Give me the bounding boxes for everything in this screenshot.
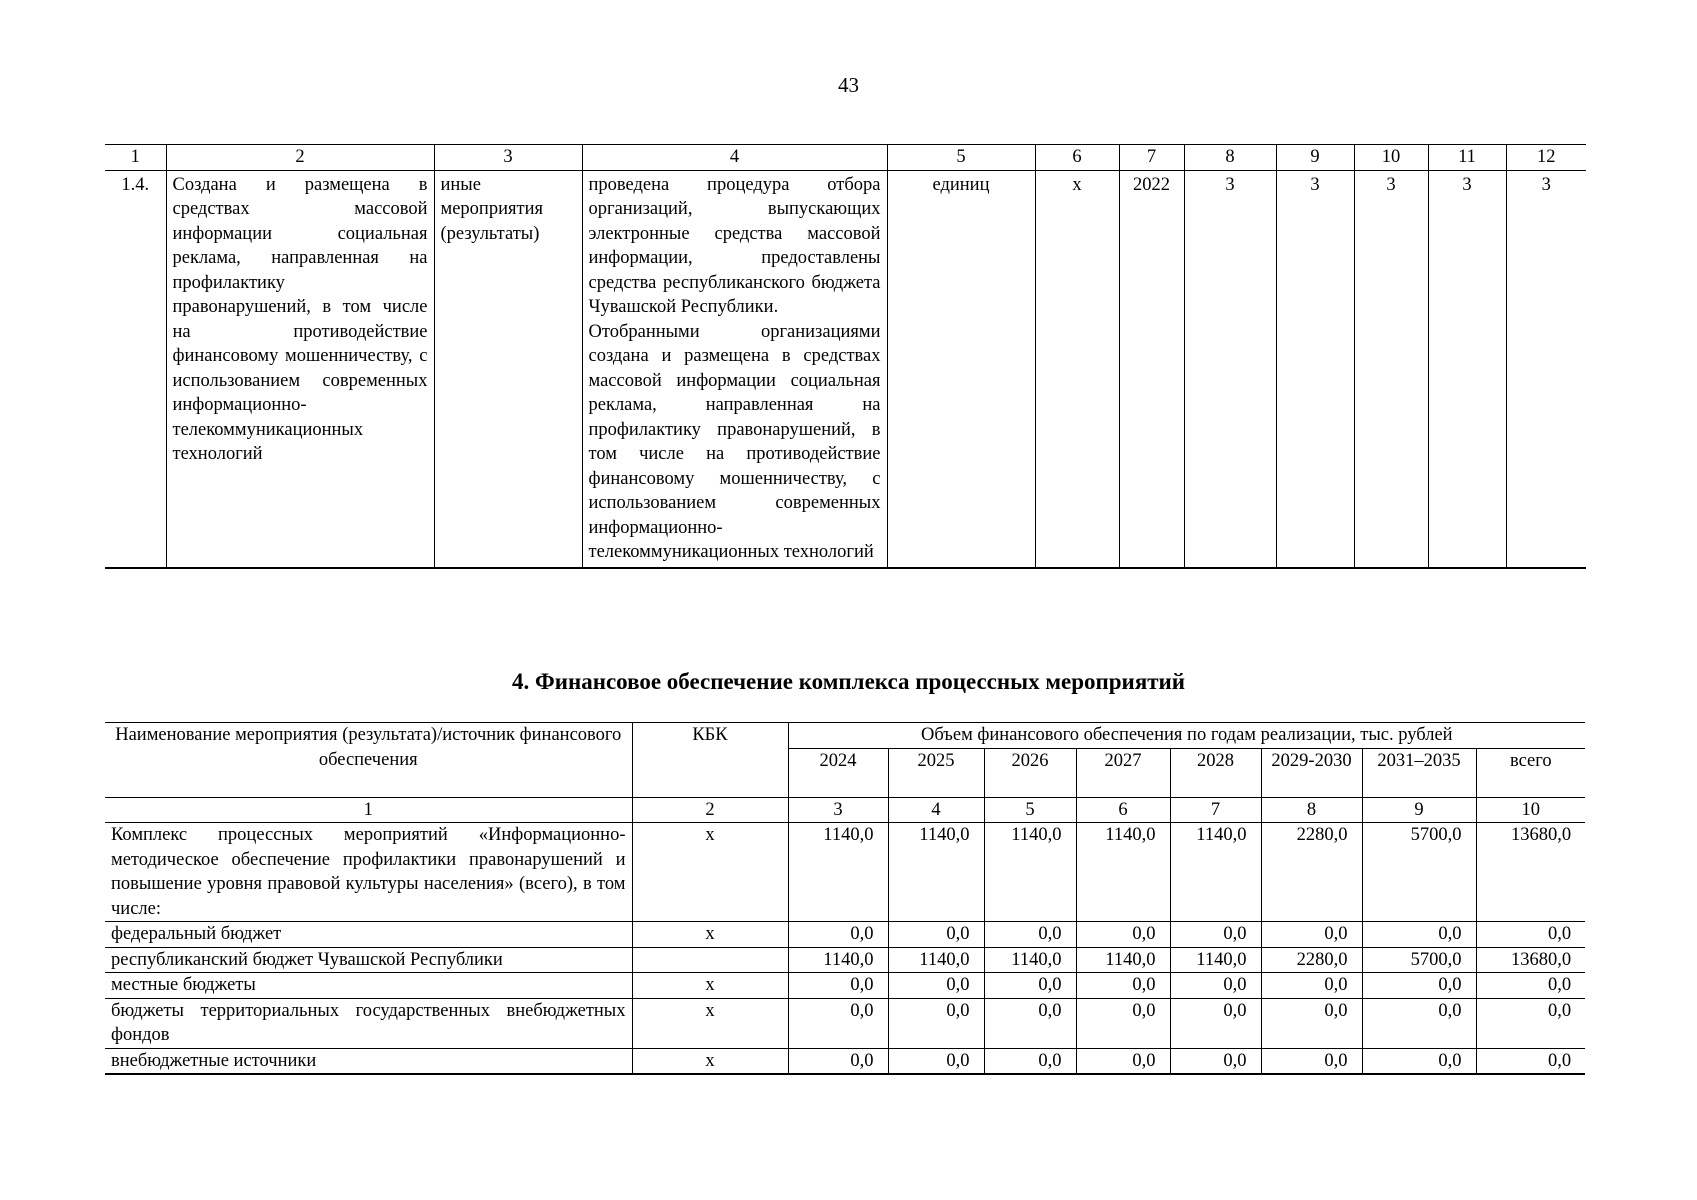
value: 0,0 bbox=[1170, 1048, 1261, 1074]
column-number: 4 bbox=[888, 797, 984, 823]
column-number: 9 bbox=[1362, 797, 1476, 823]
year-header: 2024 bbox=[788, 748, 888, 797]
description-part-2: Отобранными организациями создана и размещена в средствах массовой информации социальная реклама, направленная на профилактику правонарушений, в том числе на противодействие финансовому мошенничеству, с использованием современных информационно-телекоммуникационных технологий bbox=[588, 321, 881, 562]
column-number: 9 bbox=[1276, 145, 1354, 171]
value: 0,0 bbox=[788, 973, 888, 999]
value: 0,0 bbox=[984, 973, 1076, 999]
table-row bbox=[105, 947, 1585, 973]
value: 1140,0 bbox=[1076, 947, 1170, 973]
source-name: бюджеты территориальных государственных внебюджетных фондов bbox=[105, 998, 632, 1048]
column-number: 12 bbox=[1506, 145, 1586, 171]
value: 0,0 bbox=[788, 998, 888, 1048]
value: 0,0 bbox=[1261, 973, 1362, 999]
value: 0,0 bbox=[1076, 1048, 1170, 1074]
column-number: 3 bbox=[434, 145, 582, 171]
value: 0,0 bbox=[1261, 998, 1362, 1048]
source-name: Комплекс процессных мероприятий «Информационно-методическое обеспечение профилактики правонарушений и повышение уровня правовой культуры населения» (всего), в том числе: bbox=[105, 823, 632, 922]
name-column-header: Наименование мероприятия (результата)/источник финансового обеспечения bbox=[105, 723, 632, 798]
column-number: 8 bbox=[1261, 797, 1362, 823]
column-number: 1 bbox=[105, 145, 166, 171]
year-header: 2027 bbox=[1076, 748, 1170, 797]
value: 0,0 bbox=[1261, 922, 1362, 948]
total-header: всего bbox=[1476, 748, 1585, 797]
result-type: иные мероприятия (результаты) bbox=[434, 170, 582, 568]
table-row bbox=[105, 1048, 1585, 1074]
column-number: 4 bbox=[582, 145, 887, 171]
value: 1140,0 bbox=[788, 947, 888, 973]
value: 2280,0 bbox=[1261, 947, 1362, 973]
total-value: 0,0 bbox=[1476, 1048, 1585, 1074]
value: 2280,0 bbox=[1261, 823, 1362, 922]
column-number: 6 bbox=[1035, 145, 1119, 171]
column-number: 10 bbox=[1476, 797, 1585, 823]
kbk: х bbox=[632, 922, 788, 948]
column-number: 7 bbox=[1170, 797, 1261, 823]
value: 0,0 bbox=[1170, 998, 1261, 1048]
value: 0,0 bbox=[1362, 922, 1476, 948]
value: 1140,0 bbox=[888, 823, 984, 922]
value: 0,0 bbox=[1362, 973, 1476, 999]
value: 0,0 bbox=[1362, 998, 1476, 1048]
value: 0,0 bbox=[888, 1048, 984, 1074]
cell: 3 bbox=[1276, 170, 1354, 568]
page-number: 43 bbox=[838, 73, 859, 97]
kbk: х bbox=[632, 1048, 788, 1074]
description-part-1: проведена процедура отбора организаций, выпускающих электронные средства массовой информации, предоставлены средства республиканского бюджета Чувашской Республики. bbox=[588, 174, 881, 317]
table-row bbox=[105, 973, 1585, 999]
value: 0,0 bbox=[888, 922, 984, 948]
value: 5700,0 bbox=[1362, 823, 1476, 922]
cell: х bbox=[1035, 170, 1119, 568]
table-header-row bbox=[105, 145, 1586, 171]
kbk: х bbox=[632, 973, 788, 999]
column-number: 3 bbox=[788, 797, 888, 823]
value: 0,0 bbox=[1076, 973, 1170, 999]
kbk-column-header: КБК bbox=[632, 723, 788, 798]
cell: 3 bbox=[1428, 170, 1506, 568]
year-header: 2029-2030 bbox=[1261, 748, 1362, 797]
cell: 3 bbox=[1506, 170, 1586, 568]
year-header: 2026 bbox=[984, 748, 1076, 797]
column-number: 11 bbox=[1428, 145, 1506, 171]
value: 1140,0 bbox=[1076, 823, 1170, 922]
value: 0,0 bbox=[984, 998, 1076, 1048]
value: 0,0 bbox=[888, 973, 984, 999]
value: 0,0 bbox=[984, 922, 1076, 948]
cell: 3 bbox=[1184, 170, 1276, 568]
row-number: 1.4. bbox=[105, 170, 166, 568]
value: 0,0 bbox=[1170, 973, 1261, 999]
value: 0,0 bbox=[1076, 922, 1170, 948]
value: 0,0 bbox=[788, 1048, 888, 1074]
table-row bbox=[105, 170, 1586, 568]
cell: 3 bbox=[1354, 170, 1428, 568]
total-value: 0,0 bbox=[1476, 998, 1585, 1048]
column-number: 5 bbox=[984, 797, 1076, 823]
value: 0,0 bbox=[888, 998, 984, 1048]
table-row bbox=[105, 922, 1585, 948]
value: 1140,0 bbox=[1170, 947, 1261, 973]
total-value: 0,0 bbox=[1476, 973, 1585, 999]
column-number: 5 bbox=[887, 145, 1035, 171]
column-number: 1 bbox=[105, 797, 632, 823]
financing-table bbox=[105, 722, 1585, 1075]
kbk: х bbox=[632, 823, 788, 922]
result-description bbox=[582, 170, 887, 568]
value: 5700,0 bbox=[1362, 947, 1476, 973]
total-value: 13680,0 bbox=[1476, 947, 1585, 973]
source-name: республиканский бюджет Чувашской Республики bbox=[105, 947, 632, 973]
base-year: 2022 bbox=[1119, 170, 1184, 568]
source-name: местные бюджеты bbox=[105, 973, 632, 999]
value: 0,0 bbox=[1170, 922, 1261, 948]
kbk: х bbox=[632, 998, 788, 1048]
table-row bbox=[105, 823, 1585, 922]
column-number: 6 bbox=[1076, 797, 1170, 823]
unit: единиц bbox=[887, 170, 1035, 568]
value: 1140,0 bbox=[788, 823, 888, 922]
column-number: 2 bbox=[632, 797, 788, 823]
year-header: 2025 bbox=[888, 748, 984, 797]
volume-column-header: Объем финансового обеспечения по годам реализации, тыс. рублей bbox=[788, 723, 1585, 749]
result-name: Создана и размещена в средствах массовой информации социальная реклама, направленная на профилактику правонарушений, в том числе на противодействие финансовому мошенничеству, с использованием современных информационно-телекоммуникационных технологий bbox=[166, 170, 434, 568]
value: 0,0 bbox=[1076, 998, 1170, 1048]
value: 0,0 bbox=[788, 922, 888, 948]
column-number: 7 bbox=[1119, 145, 1184, 171]
value: 1140,0 bbox=[984, 823, 1076, 922]
value: 1140,0 bbox=[984, 947, 1076, 973]
value: 0,0 bbox=[1261, 1048, 1362, 1074]
column-number: 2 bbox=[166, 145, 434, 171]
total-value: 13680,0 bbox=[1476, 823, 1585, 922]
indicator-table bbox=[105, 144, 1586, 569]
source-name: внебюджетные источники bbox=[105, 1048, 632, 1074]
total-value: 0,0 bbox=[1476, 922, 1585, 948]
value: 0,0 bbox=[1362, 1048, 1476, 1074]
value: 0,0 bbox=[984, 1048, 1076, 1074]
column-number: 10 bbox=[1354, 145, 1428, 171]
section-heading: 4. Финансовое обеспечение комплекса процессных мероприятий bbox=[511, 669, 1186, 694]
value: 1140,0 bbox=[888, 947, 984, 973]
column-numbers-row bbox=[105, 797, 1585, 823]
table-row bbox=[105, 998, 1585, 1048]
year-header: 2031–2035 bbox=[1362, 748, 1476, 797]
kbk bbox=[632, 947, 788, 973]
source-name: федеральный бюджет bbox=[105, 922, 632, 948]
column-number: 8 bbox=[1184, 145, 1276, 171]
year-header: 2028 bbox=[1170, 748, 1261, 797]
value: 1140,0 bbox=[1170, 823, 1261, 922]
